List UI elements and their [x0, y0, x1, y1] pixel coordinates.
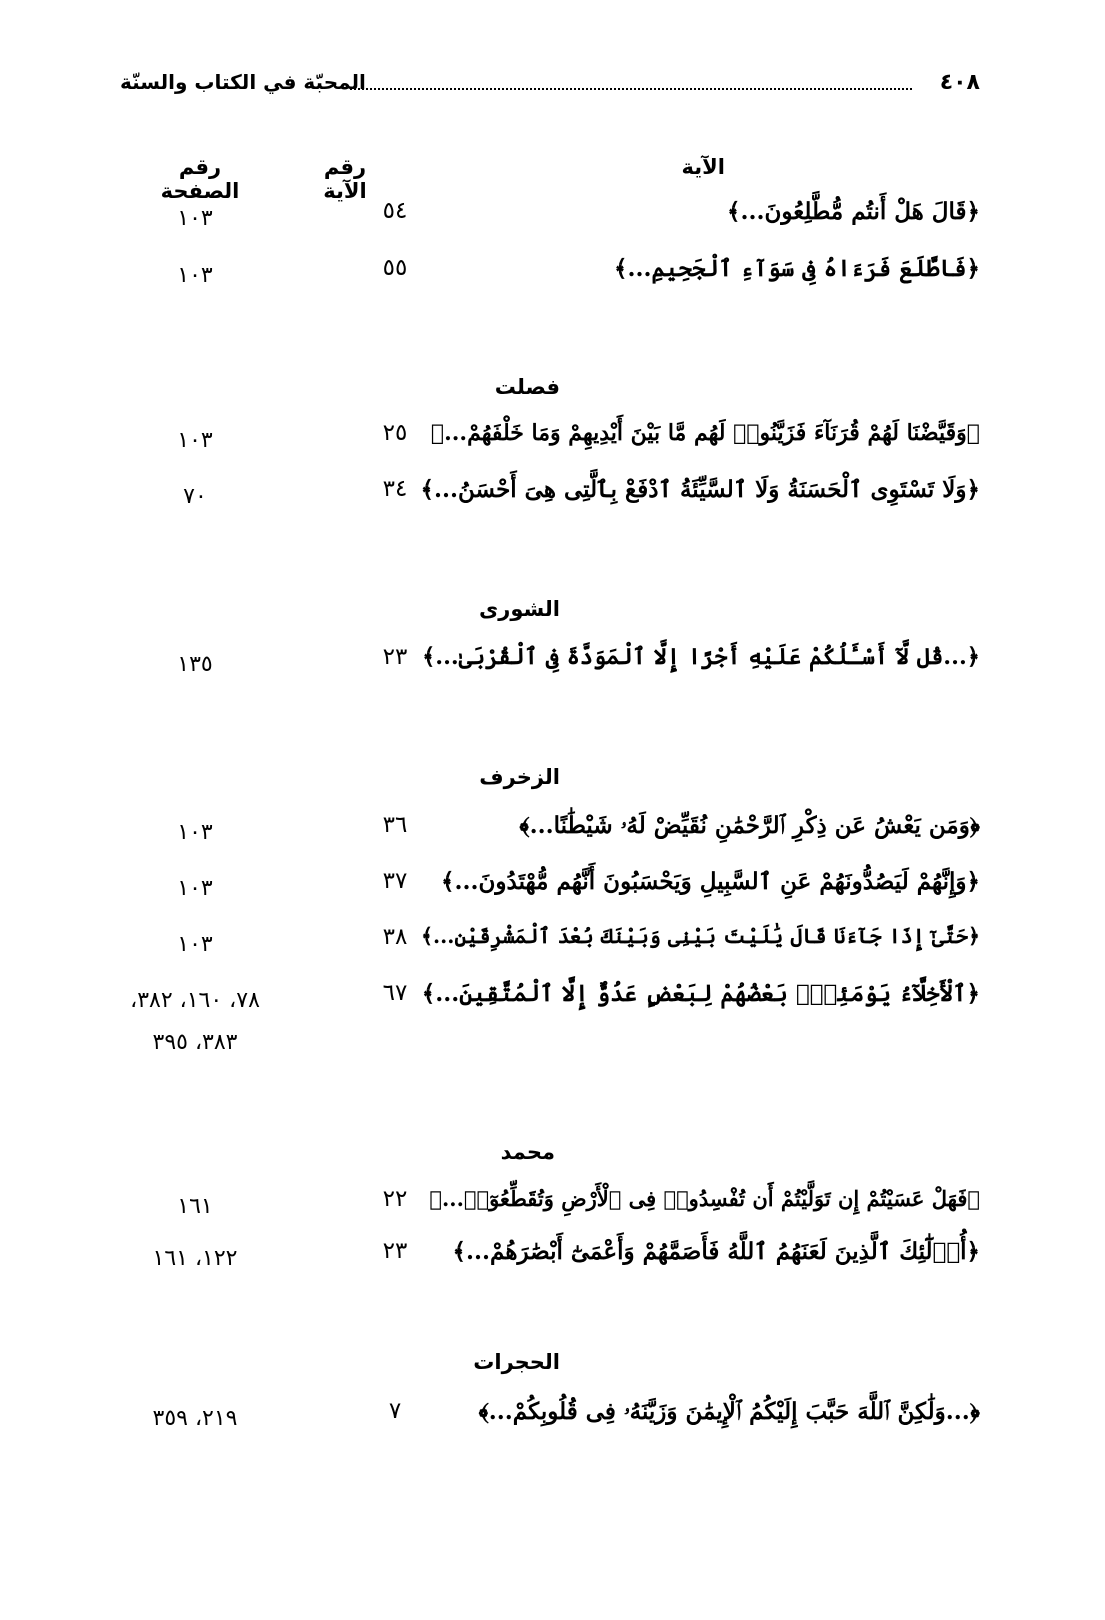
page-reference-line: ١٠٣: [177, 263, 213, 288]
page-references: [120, 198, 270, 240]
index-row: [120, 198, 980, 242]
page-reference-line: ١٦١: [177, 1194, 213, 1219]
verse-text: ﴿فَاطَّلَعَ فَرَءَاهُ فِى سَوَآءِ ٱلْجَحِيمِ...﴾: [613, 255, 980, 282]
verse-text: ﴿...قُل لَّآ أَسْـَٔلُكُمْ عَلَيْهِ أَجْرًا إِلَّا ٱلْمَوَدَّةَ فِى ٱلْقُرْبَىٰ...﴾: [422, 644, 980, 670]
page-reference-line: ١٠٣: [177, 932, 213, 957]
page-reference-line: ١٠٣: [177, 206, 213, 231]
page-references: [120, 255, 270, 297]
page-reference-line: ١٠٣: [177, 876, 213, 901]
index-row: [120, 476, 980, 520]
verse-number: ٥٤: [382, 198, 408, 224]
verse-text: ﴿قَالَ هَلْ أَنتُم مُّطَّلِعُونَ...﴾: [727, 198, 980, 225]
page-reference-line: ٢١٩، ٣٥٩: [152, 1406, 238, 1431]
page-reference-line: ٧٨، ١٦٠، ٣٨٢،: [130, 988, 260, 1013]
index-row: [120, 420, 980, 464]
page-reference-line: ٧٠: [183, 484, 207, 509]
column-header-verse-number: رقم الآية: [323, 155, 367, 203]
verse-number: ٣٤: [382, 476, 408, 502]
verse-number: ٢٥: [382, 420, 408, 446]
verse-number: ٦٧: [382, 980, 408, 1006]
verse-number: ٥٥: [382, 255, 408, 281]
index-row: [120, 980, 980, 1055]
verse-text: ﴿وَمَن يَعْشُ عَن ذِكْرِ ٱلرَّحْمَٰنِ نُقَيِّضْ لَهُۥ شَيْطَٰنًا...﴾: [519, 812, 980, 839]
verse-text: ﴿وَإِنَّهُمْ لَيَصُدُّونَهُمْ عَنِ ٱلسَّبِيلِ وَيَحْسَبُونَ أَنَّهُم مُّهْتَدُونَ...﴾: [441, 868, 980, 895]
verse-text: ﴿...وَلَٰكِنَّ ٱللَّهَ حَبَّبَ إِلَيْكُمُ ٱلْإِيمَٰنَ وَزَيَّنَهُۥ فِى قُلُوبِكُمْ...﴾: [478, 1398, 980, 1425]
surah-title: الزخرف: [479, 765, 560, 789]
column-header-page-number: رقم الصفحة: [160, 155, 240, 203]
surah-title: محمد: [500, 1140, 555, 1164]
page-references: [120, 812, 270, 854]
page-references: [120, 420, 270, 462]
page-reference-line: ٣٨٣، ٣٩٥: [152, 1030, 238, 1055]
page-number: ٤٠٨: [939, 70, 980, 95]
index-row: [120, 1238, 980, 1282]
column-header-verse: الآية: [681, 155, 725, 179]
verse-number: ٧: [388, 1398, 402, 1424]
verse-text: ﴿أُو۟لَٰٓئِكَ ٱلَّذِينَ لَعَنَهُمُ ٱللَّهُ فَأَصَمَّهُمْ وَأَعْمَىٰٓ أَبْصَٰرَهُمْ...﴾: [452, 1238, 980, 1265]
page-references: [120, 644, 270, 686]
index-row: [120, 1398, 980, 1442]
index-row: [120, 644, 980, 688]
index-row: [120, 924, 980, 968]
verse-text: ﴿ٱلْأَخِلَّآءُ يَوْمَئِذٍۭ بَعْضُهُمْ لِبَعْضٍ عَدُوٌّ إِلَّا ٱلْمُتَّقِينَ...﴾: [421, 980, 980, 1007]
book-title: المحبّة في الكتاب والسنّة: [120, 70, 366, 94]
page-references: [120, 980, 270, 1064]
index-row: [120, 812, 980, 856]
index-row: [120, 255, 980, 299]
page-references: [120, 1238, 270, 1280]
page-references: [120, 1186, 270, 1228]
verse-number: ٢٣: [382, 1238, 408, 1264]
verse-text: ﴿حَتَّىٰٓ إِذَا جَآءَنَا قَالَ يَٰلَيْتَ بَيْنِى وَبَيْنَكَ بُعْدَ ٱلْمَشْرِقَيْنِ...﴾: [421, 924, 980, 948]
page-references: [120, 924, 270, 966]
page-reference-line: ١٢٢، ١٦١: [152, 1246, 238, 1271]
surah-title: الحجرات: [473, 1350, 560, 1374]
surah-title: الشورى: [479, 597, 560, 621]
verse-number: ٣٨: [382, 924, 408, 950]
page-reference-line: ١٠٣: [177, 428, 213, 453]
verse-text: ﴿فَهَلْ عَسَيْتُمْ إِن تَوَلَّيْتُمْ أَن تُفْسِدُوا۟ فِى ٱلْأَرْضِ وَتُقَطِّعُوٓا۟...﴾: [429, 1186, 980, 1211]
page-references: [120, 476, 270, 518]
index-row: [120, 868, 980, 912]
header-leader-dots: [350, 88, 912, 90]
verse-number: ٢٣: [382, 644, 408, 670]
verse-text: ﴿وَلَا تَسْتَوِى ٱلْحَسَنَةُ وَلَا ٱلسَّيِّئَةُ ٱدْفَعْ بِٱلَّتِى هِىَ أَحْسَنُ...﴾: [420, 476, 980, 503]
page-reference-line: ١٣٥: [177, 652, 213, 677]
verse-number: ٣٦: [382, 812, 408, 838]
page-references: [120, 1398, 270, 1440]
verse-number: ٣٧: [382, 868, 408, 894]
verse-number: ٢٢: [382, 1186, 408, 1212]
running-header: [120, 70, 980, 100]
surah-title: فصلت: [494, 375, 560, 399]
page-references: [120, 868, 270, 910]
page-reference-line: ١٠٣: [177, 820, 213, 845]
index-row: [120, 1186, 980, 1230]
verse-text: ﴿وَقَيَّضْنَا لَهُمْ قُرَنَآءَ فَزَيَّنُوا۟ لَهُم مَّا بَيْنَ أَيْدِيهِمْ وَمَا خَلْفَهُمْ...﴾: [430, 420, 980, 446]
